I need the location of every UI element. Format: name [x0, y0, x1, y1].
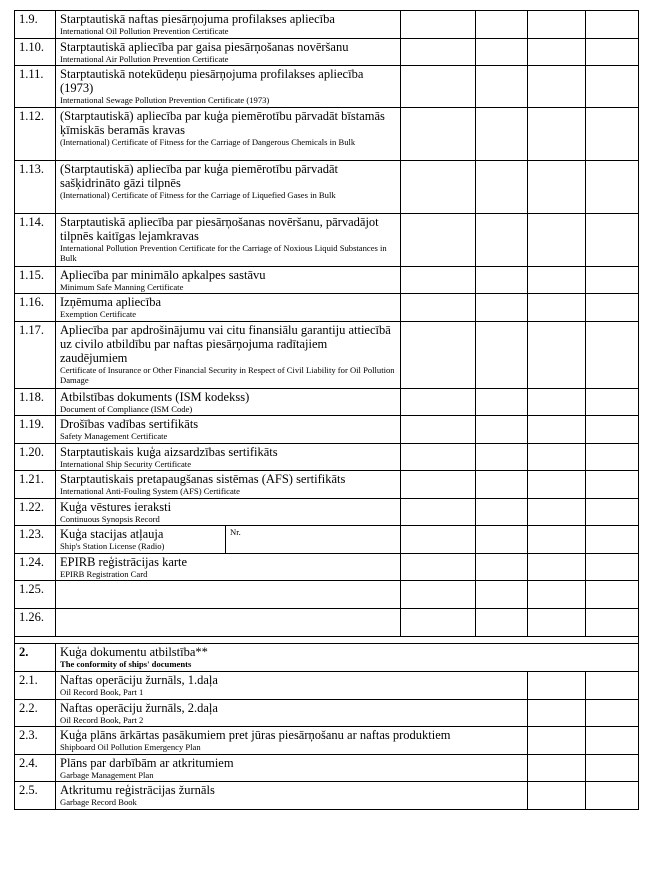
description-en: Shipboard Oil Pollution Emergency Plan [60, 742, 201, 752]
table-row [15, 581, 639, 609]
entry-cell[interactable] [401, 443, 476, 471]
description-lv: Starptautiskā notekūdeņu piesārņojuma profilakses apliecība (1973) [60, 67, 364, 95]
row-description [56, 38, 401, 66]
table-row [15, 388, 639, 416]
description-en: International Oil Pollution Prevention Certificate [60, 26, 229, 36]
table-row [15, 266, 639, 294]
description-lv: Apliecība par apdrošinājumu vai citu finansiālu garantiju attiecībā uz civilo atbildību par naftas piesārņojuma radītajiem zaudējumiem [60, 322, 391, 365]
entry-cell[interactable] [586, 754, 639, 782]
entry-cell[interactable] [401, 553, 476, 581]
entry-cell[interactable] [586, 471, 639, 499]
entry-cell[interactable] [528, 498, 586, 526]
description-lv: Starptautiskā apliecība par gaisa piesārņošanas novēršanu [60, 39, 349, 54]
description-en: International Anti-Fouling System (AFS) Certificate [60, 486, 240, 496]
description-lv: Naftas operāciju žurnāls, 2.daļa [60, 700, 218, 715]
description-lv: EPIRB reģistrācijas karte [60, 554, 188, 569]
row-number: 1.18. [15, 388, 56, 416]
row-description [56, 416, 401, 444]
description-lv: Kuģa vēstures ieraksti [60, 499, 172, 514]
entry-cell[interactable] [528, 266, 586, 294]
row-description [56, 526, 226, 554]
table-row [15, 782, 639, 810]
description-lv: Drošības vadības sertifikāts [60, 417, 199, 431]
row-description[interactable] [56, 609, 401, 637]
row-number: 1.23. [15, 526, 56, 554]
entry-cell[interactable] [586, 294, 639, 322]
description-en: Exemption Certificate [60, 309, 137, 319]
description-lv: Izņēmuma apliecība [60, 295, 161, 309]
description-lv: Starptautiskā naftas piesārņojuma profilakses apliecība [60, 12, 335, 26]
description-lv: Plāns par darbībām ar atkritumiem [60, 755, 234, 770]
description-lv: Kuģa plāns ārkārtas pasākumiem pret jūras piesārņošanu ar naftas produktiem [60, 728, 451, 742]
row-description [56, 11, 401, 39]
row-description [56, 107, 401, 160]
table-row [15, 66, 639, 108]
entry-cell[interactable] [528, 321, 586, 388]
table-row [15, 526, 639, 554]
row-number: 1.25. [15, 581, 56, 609]
row-description [56, 294, 401, 322]
entry-cell[interactable] [528, 672, 586, 700]
description-en: (International) Certificate of Fitness for the Carriage of Dangerous Chemicals in Bulk [60, 136, 356, 147]
row-number: 1.14. [15, 213, 56, 266]
entry-cell[interactable] [528, 107, 586, 160]
entry-cell[interactable] [528, 609, 586, 637]
description-en: Minimum Safe Manning Certificate [60, 281, 184, 292]
entry-cell[interactable] [476, 107, 528, 160]
entry-cell[interactable] [476, 471, 528, 499]
entry-cell[interactable] [586, 609, 639, 637]
entry-cell[interactable] [528, 213, 586, 266]
entry-cell[interactable] [401, 11, 476, 39]
entry-cell[interactable] [401, 471, 476, 499]
entry-cell[interactable] [586, 581, 639, 609]
table-row [15, 321, 639, 388]
description-en: International Ship Security Certificate [60, 458, 192, 469]
entry-cell[interactable] [528, 160, 586, 213]
row-description [56, 498, 401, 526]
table-row [15, 38, 639, 66]
entry-cell[interactable] [476, 266, 528, 294]
table-row [15, 553, 639, 581]
entry-cell[interactable] [586, 266, 639, 294]
entry-cell[interactable] [401, 526, 476, 554]
row-description [56, 754, 528, 782]
table-row [15, 294, 639, 322]
entry-cell[interactable] [586, 160, 639, 213]
description-en: International Pollution Prevention Certificate for the Carriage of Noxious Liquid Substances in Bulk [60, 242, 387, 263]
entry-cell[interactable] [528, 699, 586, 727]
description-lv: Atbilstības dokuments (ISM kodekss) [60, 389, 250, 404]
description-lv: Apliecība par minimālo apkalpes sastāvu [60, 267, 266, 282]
entry-cell[interactable] [528, 581, 586, 609]
entry-cell[interactable] [528, 526, 586, 554]
row-number: 1.21. [15, 471, 56, 499]
description-lv: Starptautiskais pretapaugšanas sistēmas (AFS) sertifikāts [60, 472, 346, 486]
entry-cell[interactable] [401, 294, 476, 322]
row-number: 2.5. [15, 782, 56, 810]
entry-cell[interactable] [476, 498, 528, 526]
row-number: 1.17. [15, 321, 56, 388]
entry-cell[interactable] [586, 498, 639, 526]
entry-cell[interactable] [476, 443, 528, 471]
entry-cell[interactable] [528, 11, 586, 39]
entry-cell[interactable] [586, 672, 639, 700]
description-lv: (Starptautiskā) apliecība par kuģa piemērotību pārvadāt bīstamās ķīmiskās beramās kravas [60, 108, 385, 137]
table-row [15, 699, 639, 727]
row-description [56, 727, 528, 755]
description-en: Oil Record Book, Part 2 [60, 714, 144, 725]
entry-cell[interactable] [586, 107, 639, 160]
row-description [56, 699, 528, 727]
entry-cell[interactable] [586, 11, 639, 39]
table-row [15, 471, 639, 499]
row-description [56, 388, 401, 416]
row-number: 2.1. [15, 672, 56, 700]
description-en: Certificate of Insurance or Other Financial Security in Respect of Civil Liability for Oil Pollution Damage [60, 364, 395, 385]
entry-cell[interactable] [476, 388, 528, 416]
entry-cell[interactable] [476, 294, 528, 322]
entry-cell[interactable] [586, 38, 639, 66]
entry-cell[interactable] [528, 443, 586, 471]
entry-cell[interactable] [528, 553, 586, 581]
description-en: EPIRB Registration Card [60, 568, 148, 579]
entry-cell[interactable] [586, 727, 639, 755]
entry-cell[interactable] [586, 553, 639, 581]
license-number-field[interactable]: Nr. [226, 526, 401, 554]
entry-cell[interactable] [586, 443, 639, 471]
section-title [56, 644, 639, 672]
entry-cell[interactable] [528, 66, 586, 108]
table-row [15, 754, 639, 782]
row-number: 1.22. [15, 498, 56, 526]
description-en: Garbage Record Book [60, 797, 137, 807]
description-lv: Naftas operāciju žurnāls, 1.daļa [60, 673, 218, 687]
spacer-cell [15, 637, 639, 644]
description-en: Ship's Station License (Radio) [60, 541, 165, 551]
row-number: 2.3. [15, 727, 56, 755]
row-description [56, 443, 401, 471]
entry-cell[interactable] [476, 526, 528, 554]
section-title-en: The conformity of ships' documents [60, 659, 192, 669]
entry-cell[interactable] [401, 581, 476, 609]
table-row [15, 416, 639, 444]
entry-cell[interactable] [528, 471, 586, 499]
entry-cell[interactable] [401, 321, 476, 388]
entry-cell[interactable] [528, 727, 586, 755]
row-number: 1.11. [15, 66, 56, 108]
table-row [15, 443, 639, 471]
row-description [56, 553, 401, 581]
entry-cell[interactable] [586, 388, 639, 416]
entry-cell[interactable] [401, 107, 476, 160]
row-number: 1.26. [15, 609, 56, 637]
entry-cell[interactable] [476, 321, 528, 388]
row-description[interactable] [56, 581, 401, 609]
description-en: International Air Pollution Prevention Certificate [60, 53, 229, 64]
entry-cell[interactable] [476, 11, 528, 39]
entry-cell[interactable] [586, 213, 639, 266]
description-en: Oil Record Book, Part 1 [60, 687, 144, 697]
section-number: 2. [15, 644, 56, 672]
entry-cell[interactable] [476, 160, 528, 213]
description-en: Document of Compliance (ISM Code) [60, 403, 193, 414]
row-description [56, 266, 401, 294]
row-number: 1.13. [15, 160, 56, 213]
row-description [56, 160, 401, 213]
entry-cell[interactable] [586, 782, 639, 810]
entry-cell[interactable] [401, 266, 476, 294]
entry-cell[interactable] [528, 754, 586, 782]
description-en: International Sewage Pollution Prevention Certificate (1973) [60, 95, 270, 105]
table-row [15, 160, 639, 213]
entry-cell[interactable] [401, 609, 476, 637]
row-description [56, 321, 401, 388]
entry-cell[interactable] [401, 66, 476, 108]
description-en: Continuous Synopsis Record [60, 513, 160, 524]
section-title-lv: Kuģa dokumentu atbilstība** [60, 645, 208, 659]
table-row [15, 609, 639, 637]
entry-cell[interactable] [476, 416, 528, 444]
entry-cell[interactable] [528, 782, 586, 810]
certificate-table [14, 10, 639, 810]
entry-cell[interactable] [476, 581, 528, 609]
description-en: Safety Management Certificate [60, 431, 168, 441]
row-description [56, 471, 401, 499]
row-number: 2.4. [15, 754, 56, 782]
entry-cell[interactable] [401, 160, 476, 213]
entry-cell[interactable] [528, 38, 586, 66]
entry-cell[interactable] [586, 526, 639, 554]
description-lv: (Starptautiskā) apliecība par kuģa piemērotību pārvadāt sašķidrināto gāzi tilpnēs [60, 161, 339, 190]
entry-cell[interactable] [401, 388, 476, 416]
description-en: (International) Certificate of Fitness for the Carriage of Liquefied Gases in Bulk [60, 189, 336, 200]
table-row [15, 727, 639, 755]
table-row [15, 498, 639, 526]
entry-cell[interactable] [476, 609, 528, 637]
entry-cell[interactable] [586, 699, 639, 727]
entry-cell[interactable] [586, 321, 639, 388]
spacer-row [15, 637, 639, 644]
entry-cell[interactable] [586, 416, 639, 444]
row-number: 1.9. [15, 11, 56, 39]
row-number: 1.12. [15, 107, 56, 160]
entry-cell[interactable] [476, 38, 528, 66]
row-description [56, 672, 528, 700]
row-number: 1.10. [15, 38, 56, 66]
entry-cell[interactable] [401, 213, 476, 266]
row-number: 1.19. [15, 416, 56, 444]
entry-cell[interactable] [528, 294, 586, 322]
row-number: 1.15. [15, 266, 56, 294]
table-row [15, 672, 639, 700]
table-row [15, 107, 639, 160]
entry-cell[interactable] [476, 553, 528, 581]
entry-cell[interactable] [528, 388, 586, 416]
entry-cell[interactable] [586, 66, 639, 108]
table-row [15, 213, 639, 266]
row-number: 1.20. [15, 443, 56, 471]
row-description [56, 213, 401, 266]
description-lv: Kuģa stacijas atļauja [60, 527, 164, 541]
row-number: 1.24. [15, 553, 56, 581]
description-lv: Atkritumu reģistrācijas žurnāls [60, 783, 215, 797]
description-en: Garbage Management Plan [60, 769, 154, 780]
description-lv: Starptautiskais kuģa aizsardzības sertifikāts [60, 444, 278, 459]
table-row [15, 11, 639, 39]
entry-cell[interactable] [401, 498, 476, 526]
entry-cell[interactable] [401, 38, 476, 66]
row-number: 1.16. [15, 294, 56, 322]
section-header-row [15, 644, 639, 672]
entry-cell[interactable] [476, 213, 528, 266]
description-lv: Starptautiskā apliecība par piesārņošanas novēršanu, pārvadājot tilpnēs kaitīgas lejamkravas [60, 214, 379, 243]
entry-cell[interactable] [528, 416, 586, 444]
row-number: 2.2. [15, 699, 56, 727]
row-description [56, 782, 528, 810]
entry-cell[interactable] [401, 416, 476, 444]
row-description [56, 66, 401, 108]
entry-cell[interactable] [476, 66, 528, 108]
